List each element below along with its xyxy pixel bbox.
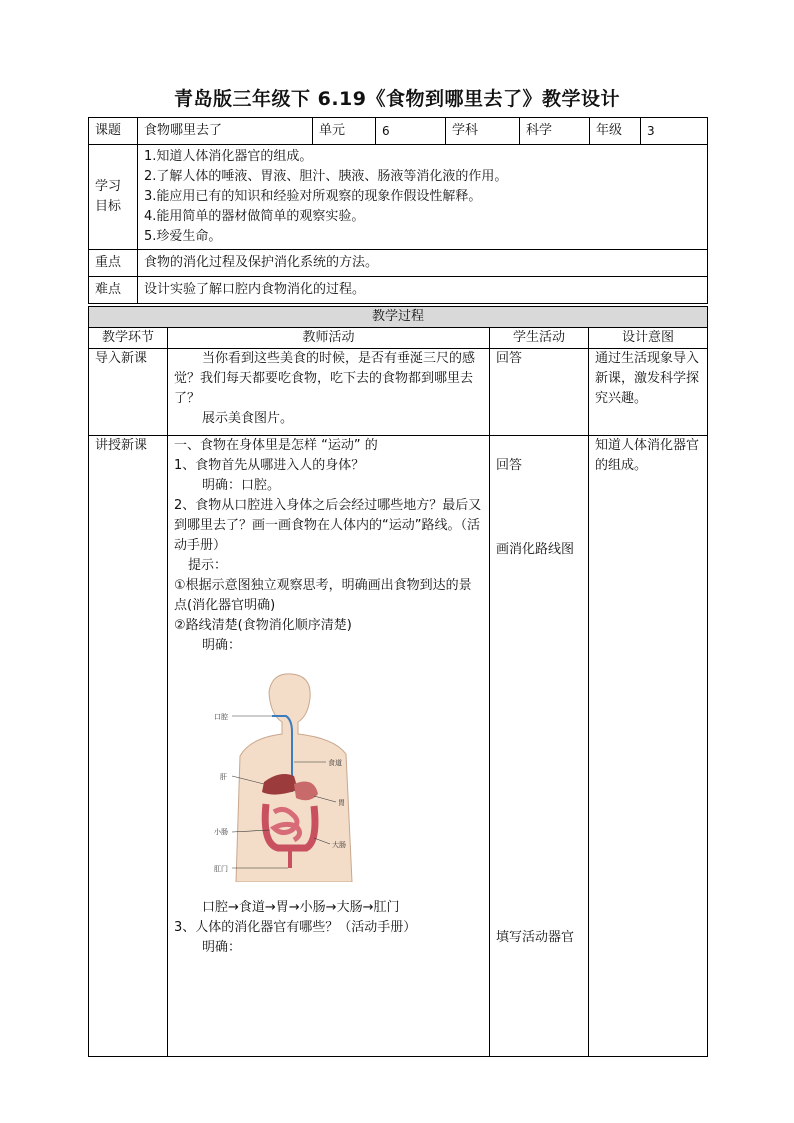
goals-list [138,145,708,250]
goal-item: 5.珍爱生命。 [144,229,222,244]
label-liver: 肝 [220,773,227,781]
goal-item: 3.能应用已有的知识和经验对所观察的现象作假设性解释。 [144,189,482,204]
intro-teacher: 当你看到这些美食的时候，是否有垂涎三尺的感觉？我们每天都要吃食物，吃下去的食物都到哪里去了？ 展示美食图片。 [168,349,490,436]
label-large-intestine: 大肠 [332,841,346,849]
process-header: 教学过程 [89,307,708,328]
key-label: 重点 [89,250,138,277]
lesson-value: 食物哪里去了 [138,118,313,145]
lesson-label: 课题 [89,118,138,145]
difficulty-label: 难点 [89,277,138,304]
lecture-stage: 讲授新课 [89,436,168,1057]
label-stomach: 胃 [338,799,345,807]
col-stage: 教学环节 [89,328,168,349]
intro-student: 回答 [490,349,589,436]
difficulty-value: 设计实验了解口腔内食物消化的过程。 [138,277,708,304]
label-esophagus: 食道 [328,759,342,767]
label-small-intestine: 小肠 [214,828,228,836]
subject-label: 学科 [446,118,520,145]
key-value: 食物的消化过程及保护消化系统的方法。 [138,250,708,277]
col-intent: 设计意图 [589,328,708,349]
label-mouth: 口腔 [214,713,228,721]
unit-value: 6 [376,118,446,145]
digestive-system-diagram [214,672,374,882]
grade-label: 年级 [590,118,641,145]
goal-item: 2.了解人体的唾液、胃液、胆汁、胰液、肠液等消化液的作用。 [144,169,508,184]
lecture-intent: 知道人体消化器官的组成。 [589,436,708,1057]
unit-label: 单元 [313,118,376,145]
grade-value: 3 [641,118,708,145]
lecture-teacher: 一、食物在身体里是怎样 “运动” 的 1、食物首先从哪进入人的身体？ 明确：口腔。 2、食物从口腔进入身体之后会经过哪些地方？最后又到哪里去了？画一画食物在人体内的“运动”路线。（活动手册） 提示： ①根据示意图独立观察思考，明确画出食物到达的景点(消化器官明确) ②路线清楚(食物消化顺序清楚) 明确： 口腔 食道 肝 胃 小肠 大肠 肛门 口腔→食道→胃→小肠→大肠→肛门 3、人体的消化器官有哪些？（活动手册） 明确： [168,436,490,1057]
intro-stage: 导入新课 [89,349,168,436]
col-student: 学生活动 [490,328,589,349]
subject-value: 科学 [520,118,590,145]
goals-label: 学习目标 [89,145,138,250]
document-title: 青岛版三年级下 6.19《食物到哪里去了》教学设计 [174,88,620,110]
label-anus: 肛门 [214,865,228,873]
lecture-student: 回答 画消化路线图 填写活动器官 [490,436,589,1057]
lesson-info-table [88,117,708,304]
teaching-process-table [88,306,708,1057]
col-teacher: 教师活动 [168,328,490,349]
goal-item: 1.知道人体消化器官的组成。 [144,149,313,164]
goal-item: 4.能用简单的器材做简单的观察实验。 [144,209,365,224]
intro-intent: 通过生活现象导入新课，激发科学探究兴趣。 [589,349,708,436]
